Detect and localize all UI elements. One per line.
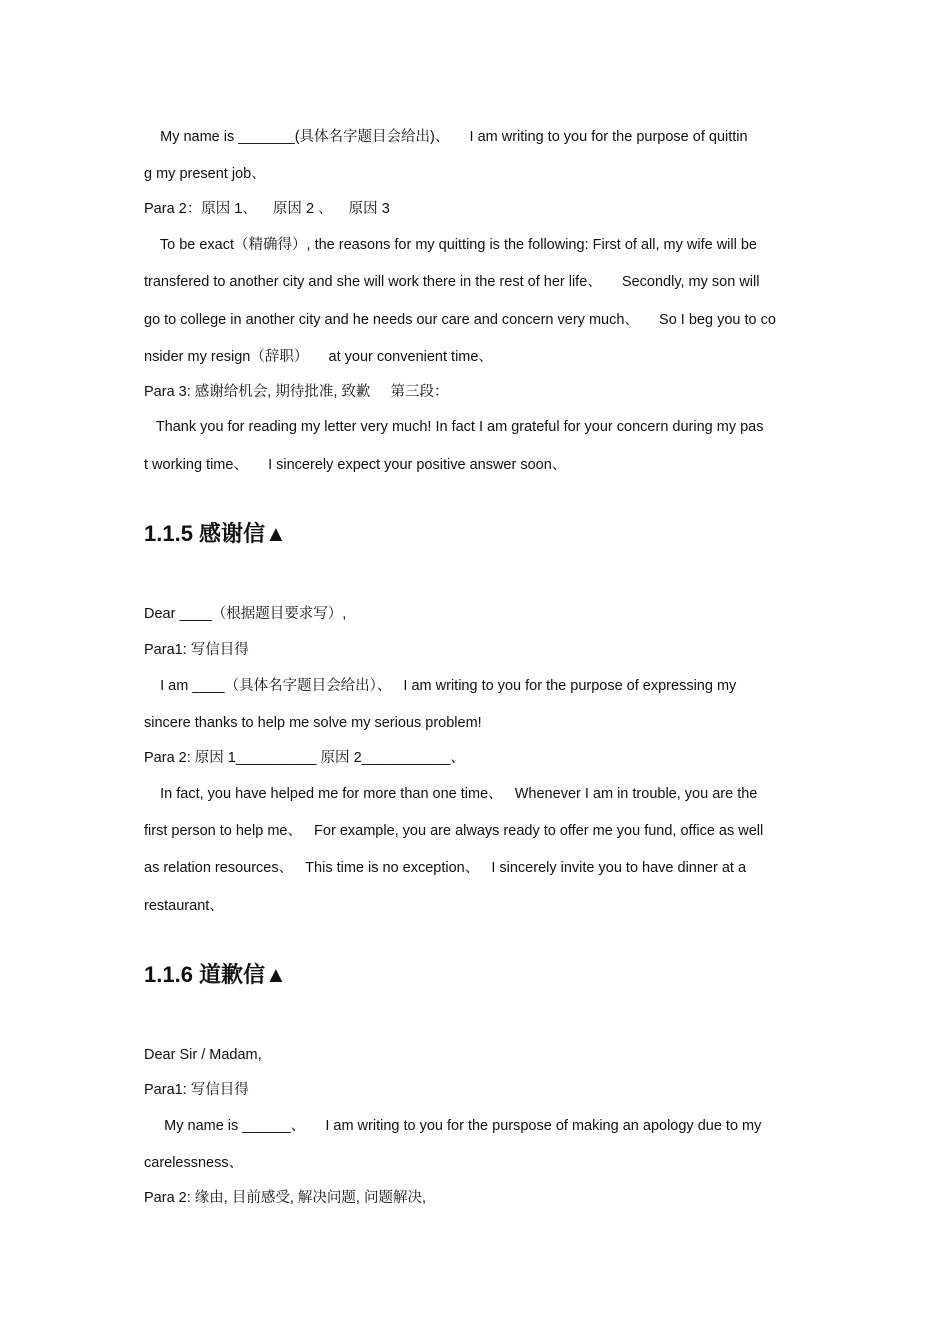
thanks-para2-line1: In fact, you have helped me for more than one time、 Whenever I am in trouble, you are the [144,786,758,802]
thanks-salutation: Dear ____（根据题目要求写）, [144,606,347,622]
heading-thanks-letter: 1.1.5 感谢信▲ [144,521,287,546]
resign-para3-label: Para 3: 感谢给机会, 期待批准, 致歉 第三段： [144,384,449,400]
heading-apology-letter: 1.1.6 道歉信▲ [144,962,287,987]
resign-para2-line1: To be exact（精确得）, the reasons for my quitting is the following: First of all, my wife will be [144,237,757,253]
resign-para1-line2: g my present job、 [144,166,266,182]
resign-para3-line1: Thank you for reading my letter very much! In fact I am grateful for your concern during my pas [144,419,764,435]
resign-para1-line1: My name is _______(具体名字题目会给出)、 I am writing to you for the purpose of quittin [144,129,748,145]
resign-para3-line2: t working time、 I sincerely expect your positive answer soon、 [144,457,567,473]
apology-para2-label: Para 2: 缘由, 目前感受, 解决问题, 问题解决, [144,1190,426,1206]
resign-para2-line2: transfered to another city and she will work there in the rest of her life、 Secondly, my son will [144,274,760,290]
apology-salutation: Dear Sir / Madam, [144,1047,262,1063]
apology-para1-line1: My name is ______、 I am writing to you for the purspose of making an apology due to my [144,1118,762,1134]
thanks-para2-line3: as relation resources、 This time is no exception、 I sincerely invite you to have dinner at a [144,860,747,876]
thanks-para1-label: Para1: 写信目得 [144,642,249,658]
apology-para1-line2: carelessness、 [144,1155,244,1171]
thanks-para2-line2: first person to help me、 For example, you are always ready to offer me you fund, office as well [144,823,764,839]
thanks-para1-line2: sincere thanks to help me solve my serious problem! [144,715,482,731]
resign-para2-line4: nsider my resign（辞职） at your convenient time、 [144,349,493,365]
thanks-para2-label: Para 2: 原因 1__________ 原因 2___________、 [144,750,465,766]
resign-para2-line3: go to college in another city and he needs our care and concern very much、 So I beg you to co [144,312,776,328]
resign-para2-label: Para 2：原因 1、 原因 2 、 原因 3 [144,201,390,217]
apology-para1-label: Para1: 写信目得 [144,1082,249,1098]
thanks-para1-line1: I am ____（具体名字题目会给出）、 I am writing to you for the purpose of expressing my [144,678,737,694]
thanks-para2-line4: restaurant、 [144,898,224,914]
